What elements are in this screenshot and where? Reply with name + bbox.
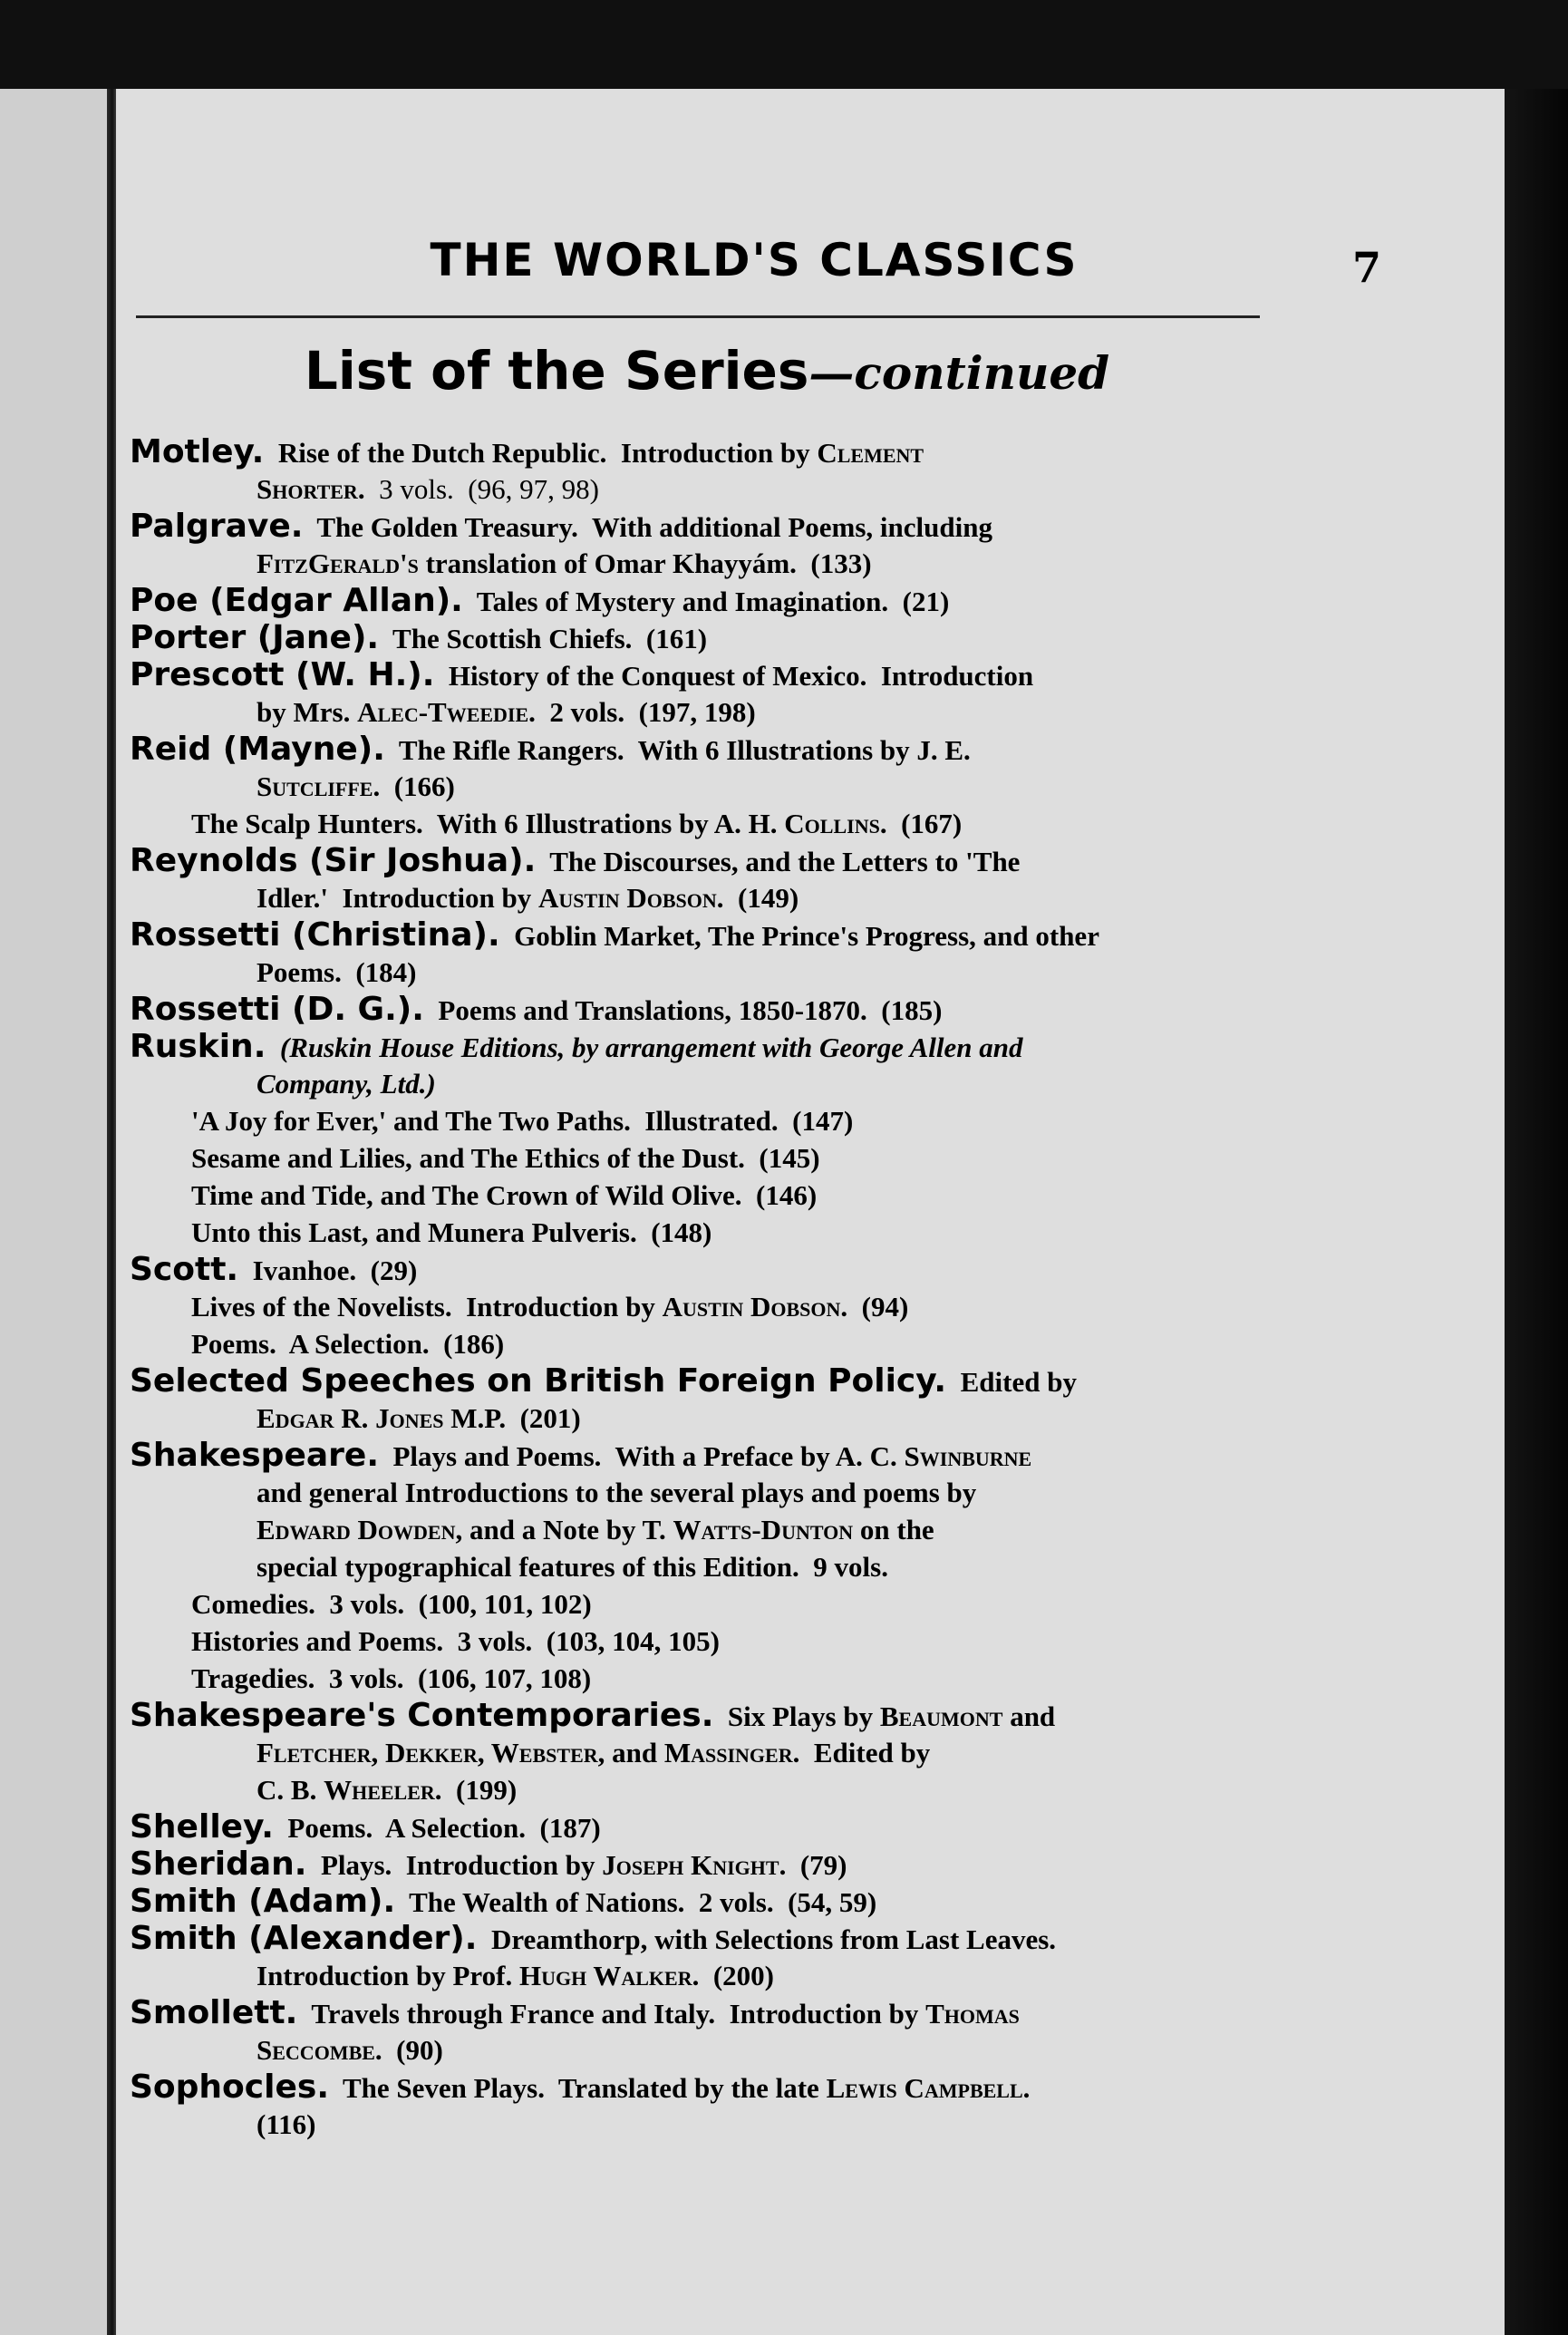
- scan-margin: [1500, 89, 1568, 2335]
- entry-text: (199): [441, 1774, 518, 1806]
- entry-name-smallcaps: Swinburne: [904, 1440, 1032, 1472]
- entry-line: [130, 1214, 1267, 1251]
- entry-line: [130, 1474, 1267, 1511]
- entry-author: Shelley.: [130, 1808, 274, 1846]
- entry-name-smallcaps: Watts-Dunton: [673, 1514, 854, 1545]
- entry-line: [130, 1288, 1267, 1325]
- entry-line: [130, 768, 1267, 805]
- list-entry: [130, 1808, 1267, 1846]
- entry-author: Palgrave.: [130, 508, 304, 545]
- list-entry: [130, 731, 1267, 805]
- entry-line: [130, 1177, 1267, 1214]
- entry-text: Comedies. 3 vols. (100, 101, 102): [191, 1588, 592, 1620]
- entry-line: [130, 508, 1267, 545]
- entry-text: The Scottish Chiefs. (161): [379, 623, 708, 654]
- entry-name-smallcaps: Joseph Knight.: [602, 1849, 787, 1881]
- entry-text: History of the Conquest of Mexico. Introduction: [434, 660, 1034, 692]
- entry-line: [130, 1920, 1267, 1957]
- list-title-main: List of the Series: [304, 340, 809, 402]
- entry-author: Sophocles.: [130, 2069, 329, 2106]
- entry-author: Poe (Edgar Allan).: [130, 582, 463, 619]
- entry-text: The Rifle Rangers. With 6 Illustrations by J. E.: [384, 734, 971, 766]
- entry-text: C. B.: [256, 1774, 324, 1806]
- entry-text: and: [1002, 1700, 1056, 1732]
- entry-line: [130, 1734, 1267, 1771]
- entry-line: [130, 545, 1267, 582]
- entry-author: Smollett.: [130, 1994, 298, 2031]
- entry-text: (166): [380, 770, 455, 802]
- entry-name-smallcaps: Edgar R. Jones M.P.: [256, 1402, 507, 1434]
- list-subentry: [130, 1623, 1267, 1660]
- entry-text: Time and Tide, and The Crown of Wild Olive. (146): [191, 1179, 818, 1211]
- book-spine-gutter: [107, 89, 116, 2335]
- entry-text: Idler.' Introduction by: [256, 882, 538, 914]
- entry-text: Ivanhoe. (29): [238, 1255, 418, 1286]
- entry-line: [130, 619, 1267, 656]
- list-entry: [130, 1994, 1267, 2069]
- entry-author: Rossetti (Christina).: [130, 916, 500, 954]
- list-entry: [130, 916, 1267, 991]
- entry-name-smallcaps: Lewis Campbell.: [826, 2072, 1031, 2104]
- entry-text: Poems and Translations, 1850-1870. (185): [423, 994, 943, 1026]
- list-entry: [130, 1846, 1267, 1883]
- entry-text: (116): [256, 2108, 316, 2140]
- entry-line: [130, 2031, 1267, 2069]
- entry-line: [130, 954, 1267, 991]
- entry-name-smallcaps: Edward Dowden,: [256, 1514, 463, 1545]
- entry-line: [130, 433, 1267, 470]
- entry-name-smallcaps: Clement: [817, 437, 924, 469]
- list-subentry: [130, 1102, 1267, 1139]
- entry-line: [130, 1623, 1267, 1660]
- entry-line: [130, 1511, 1267, 1548]
- entry-name-smallcaps: Seccombe.: [256, 2034, 382, 2066]
- list-entry: [130, 619, 1267, 656]
- entry-text: (79): [786, 1849, 847, 1881]
- entry-name-smallcaps: Austin Dobson.: [537, 882, 724, 914]
- entry-author: Prescott (W. H.).: [130, 656, 435, 693]
- list-entry: [130, 656, 1267, 731]
- entry-line: [130, 731, 1267, 768]
- entry-line: [130, 656, 1267, 693]
- entry-text: Poems. A Selection. (187): [273, 1812, 601, 1844]
- entry-text: Rise of the Dutch Republic. Introduction by: [264, 437, 818, 469]
- list-subentry: [130, 1177, 1267, 1214]
- entry-line: [130, 1400, 1267, 1437]
- entry-line: [130, 2106, 1267, 2143]
- entry-text: (90): [382, 2034, 443, 2066]
- entry-author: Ruskin.: [130, 1028, 266, 1065]
- entry-line: [130, 1139, 1267, 1177]
- entry-text: and a Note by T.: [462, 1514, 673, 1545]
- entry-text: Tales of Mystery and Imagination. (21): [462, 586, 950, 617]
- list-subentry: [130, 1288, 1267, 1325]
- entry-line: [130, 1808, 1267, 1846]
- entry-name-smallcaps: Beaumont: [879, 1700, 1003, 1732]
- entry-text: Plays and Poems. With a Preface by A. C.: [379, 1440, 905, 1472]
- list-title: [299, 340, 1115, 402]
- entry-line: [130, 1065, 1267, 1102]
- entry-line: [130, 582, 1267, 619]
- entry-author: Smith (Alexander).: [130, 1920, 478, 1957]
- list-entry: [130, 842, 1267, 916]
- entry-name-smallcaps: Thomas: [925, 1998, 1020, 2030]
- entry-name-smallcaps: Austin Dobson.: [662, 1291, 848, 1323]
- list-entry: [130, 1883, 1267, 1920]
- list-entry: [130, 1251, 1267, 1288]
- entry-line: [130, 1883, 1267, 1920]
- entry-author: Motley.: [130, 433, 265, 470]
- entry-text: The Golden Treasury. With additional Poems, including: [303, 511, 992, 543]
- entry-line: [130, 1102, 1267, 1139]
- entry-text: (167): [886, 808, 963, 839]
- entry-line: [130, 991, 1267, 1028]
- list-subentry: [130, 1214, 1267, 1251]
- entry-text: Lives of the Novelists. Introduction by: [191, 1291, 663, 1323]
- series-list: [130, 433, 1267, 2143]
- list-entry: [130, 1437, 1267, 1585]
- entry-text: (201): [506, 1402, 581, 1434]
- entry-author: Rossetti (D. G.).: [130, 991, 424, 1028]
- entry-text: Dreamthorp, with Selections from Last Leaves.: [477, 1923, 1057, 1955]
- entry-text: Tragedies. 3 vols. (106, 107, 108): [191, 1662, 592, 1694]
- entry-text: The Discourses, and the Letters to 'The: [536, 846, 1021, 877]
- entry-line: [130, 879, 1267, 916]
- list-entry: [130, 1920, 1267, 1994]
- entry-line: [130, 1957, 1267, 1994]
- entry-line: [130, 1994, 1267, 2031]
- entry-author: Shakespeare's Contemporaries.: [130, 1697, 714, 1734]
- entry-text: Edited by: [799, 1737, 931, 1768]
- entry-text: Sesame and Lilies, and The Ethics of the Dust. (145): [191, 1142, 820, 1174]
- entry-name-smallcaps: Collins.: [784, 808, 887, 839]
- list-entry: [130, 1028, 1267, 1102]
- entry-line: [130, 1697, 1267, 1734]
- entry-line: [130, 1548, 1267, 1585]
- entry-text: The Seven Plays. Translated by the late: [329, 2072, 827, 2104]
- entry-text: (Ruskin House Editions, by arrangement with George Allen and: [266, 1032, 1023, 1063]
- entry-text: Six Plays by: [713, 1700, 880, 1732]
- entry-author: Sheridan.: [130, 1846, 307, 1883]
- entry-text: The Wealth of Nations. 2 vols. (54, 59): [395, 1886, 877, 1918]
- entry-text: Histories and Poems. 3 vols. (103, 104, 105): [191, 1625, 720, 1657]
- entry-line: [130, 1846, 1267, 1883]
- entry-text: 'A Joy for Ever,' and The Two Paths. Illustrated. (147): [191, 1105, 854, 1137]
- entry-line: [130, 805, 1267, 842]
- page-number: 7: [1352, 243, 1382, 292]
- entry-text: (94): [847, 1291, 909, 1323]
- entry-line: [130, 1251, 1267, 1288]
- entry-text: Introduction by Prof.: [256, 1960, 519, 1991]
- list-entry: [130, 582, 1267, 619]
- entry-line: [130, 2069, 1267, 2106]
- header-rule: [136, 315, 1260, 318]
- entry-author: Reid (Mayne).: [130, 731, 385, 768]
- list-entry: [130, 1697, 1267, 1808]
- entry-text: 2 vols. (197, 198): [535, 696, 756, 728]
- list-title-suffix: —continued: [808, 346, 1110, 400]
- entry-author: Porter (Jane).: [130, 619, 380, 656]
- entry-line: [130, 1771, 1267, 1808]
- entry-text: Edited by: [946, 1366, 1077, 1398]
- entry-text: Poems. (184): [256, 956, 417, 988]
- running-title: THE WORLD'S CLASSICS: [430, 234, 1079, 286]
- entry-line: [130, 1660, 1267, 1697]
- entry-text: (149): [723, 882, 799, 914]
- entry-line: [130, 693, 1267, 731]
- entry-text: and general Introductions to the several plays and poems by: [256, 1477, 977, 1508]
- entry-text: 3 vols. (96, 97, 98): [364, 473, 599, 505]
- entry-author: Smith (Adam).: [130, 1883, 396, 1920]
- entry-author: Scott.: [130, 1251, 239, 1288]
- entry-text: Poems. A Selection. (186): [191, 1328, 505, 1360]
- entry-text: on the: [853, 1514, 934, 1545]
- entry-text: special typographical features of this Edition. 9 vols.: [256, 1551, 888, 1583]
- entry-author: Reynolds (Sir Joshua).: [130, 842, 537, 879]
- entry-name-smallcaps: Wheeler.: [324, 1774, 442, 1806]
- entry-text: by Mrs.: [256, 696, 358, 728]
- list-entry: [130, 508, 1267, 582]
- entry-author: Selected Speeches on British Foreign Policy.: [130, 1362, 947, 1400]
- entry-name-smallcaps: FitzGerald's: [256, 547, 419, 579]
- entry-name-smallcaps: Shorter.: [256, 473, 365, 505]
- entry-line: [130, 470, 1267, 508]
- facing-page-edge: [0, 89, 115, 2335]
- entry-name-smallcaps: Fletcher, Dekker, Webster,: [256, 1737, 605, 1768]
- entry-line: [130, 1362, 1267, 1400]
- list-subentry: [130, 1139, 1267, 1177]
- list-subentry: [130, 1325, 1267, 1362]
- entry-name-smallcaps: Hugh Walker.: [518, 1960, 700, 1991]
- entry-line: [130, 916, 1267, 954]
- entry-name-smallcaps: Alec-Tweedie.: [357, 696, 536, 728]
- list-entry: [130, 433, 1267, 508]
- entry-text: Plays. Introduction by: [306, 1849, 603, 1881]
- entry-text: (200): [699, 1960, 775, 1991]
- entry-name-smallcaps: Massinger.: [663, 1737, 800, 1768]
- entry-text: Unto this Last, and Munera Pulveris. (148): [191, 1216, 712, 1248]
- entry-name-smallcaps: Sutcliffe.: [256, 770, 381, 802]
- entry-author: Shakespeare.: [130, 1437, 379, 1474]
- entry-text: Goblin Market, The Prince's Progress, and other: [499, 920, 1099, 952]
- list-entry: [130, 1362, 1267, 1437]
- entry-text: Company, Ltd.): [256, 1068, 436, 1100]
- entry-text: translation of Omar Khayyám. (133): [418, 547, 872, 579]
- list-entry: [130, 991, 1267, 1028]
- list-entry: [130, 2069, 1267, 2143]
- entry-line: [130, 1585, 1267, 1623]
- entry-line: [130, 1437, 1267, 1474]
- entry-line: [130, 842, 1267, 879]
- list-subentry: [130, 1660, 1267, 1697]
- entry-text: Travels through France and Italy. Introduction by: [297, 1998, 926, 2030]
- entry-line: [130, 1028, 1267, 1065]
- list-subentry: [130, 805, 1267, 842]
- entry-text: and: [605, 1737, 664, 1768]
- entry-text: The Scalp Hunters. With 6 Illustrations by A. H.: [191, 808, 785, 839]
- entry-line: [130, 1325, 1267, 1362]
- list-subentry: [130, 1585, 1267, 1623]
